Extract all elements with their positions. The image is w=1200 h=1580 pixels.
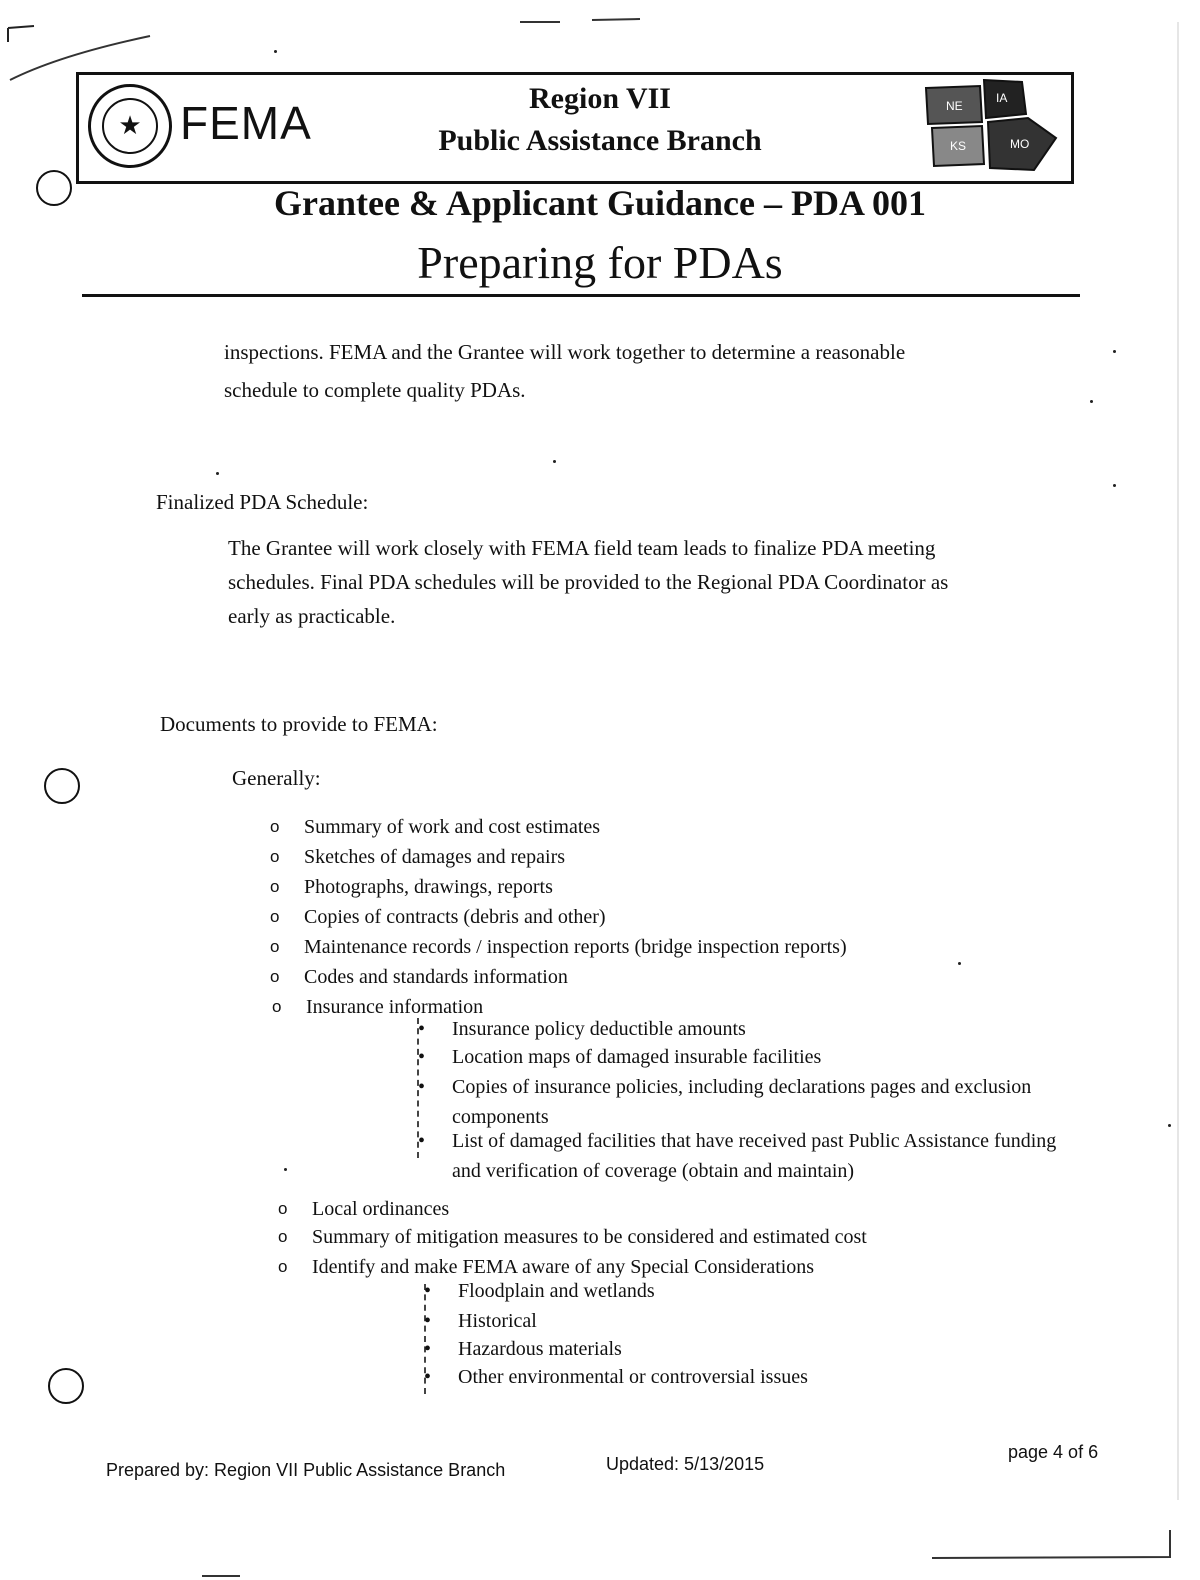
sub-list-item-text: Historical bbox=[458, 1310, 537, 1332]
list-item-text: Summary of work and cost estimates bbox=[304, 816, 601, 838]
footer-prepared-by: Prepared by: Region VII Public Assistance Branch bbox=[106, 1460, 506, 1480]
sub-list-item bbox=[418, 1042, 1078, 1072]
sub-list-item-text: Floodplain and wetlands bbox=[458, 1280, 655, 1302]
branch-title: Public Assistance Branch bbox=[438, 124, 762, 157]
open-bullet: o bbox=[272, 997, 282, 1016]
region-title: Region VII bbox=[529, 82, 671, 115]
map-label-mo: MO bbox=[1010, 137, 1030, 151]
list-item-text: Local ordinances bbox=[312, 1198, 450, 1220]
finalized-line-2: schedules. Final PDA schedules will be provided to the Regional PDA Coordinator as bbox=[228, 570, 949, 594]
bullet: • bbox=[418, 1076, 426, 1098]
map-label-ne: NE bbox=[946, 99, 963, 113]
document-subtitle: Preparing for PDAs bbox=[417, 237, 783, 288]
list-item-text: Maintenance records / inspection reports (bridge inspection reports) bbox=[304, 936, 847, 958]
bullet: • bbox=[418, 1018, 426, 1040]
eagle-icon: ★ bbox=[102, 98, 158, 154]
open-bullet: o bbox=[278, 1199, 288, 1218]
open-bullet: o bbox=[278, 1227, 288, 1246]
speck bbox=[1113, 484, 1116, 487]
list-item bbox=[270, 962, 1070, 992]
bullet: • bbox=[424, 1280, 432, 1302]
open-bullet: o bbox=[270, 847, 280, 866]
punch-hole-middle bbox=[44, 768, 80, 804]
sub-list-item-text: Hazardous materials bbox=[458, 1338, 622, 1360]
list-item-text: Insurance information bbox=[306, 996, 484, 1018]
open-bullet: o bbox=[270, 967, 280, 986]
list-item-text: Codes and standards information bbox=[304, 966, 568, 988]
list-item-text: Identify and make FEMA aware of any Special Considerations bbox=[312, 1256, 815, 1278]
open-bullet: o bbox=[270, 877, 280, 896]
speck bbox=[216, 472, 219, 475]
sub-list-item bbox=[424, 1334, 1084, 1364]
open-bullet: o bbox=[270, 937, 280, 956]
speck bbox=[284, 1168, 287, 1171]
finalized-line-1: The Grantee will work closely with FEMA field team leads to finalize PDA meeting bbox=[228, 536, 936, 560]
punch-hole-bottom bbox=[48, 1368, 84, 1404]
intro-line-1: inspections. FEMA and the Grantee will work together to determine a reasonable bbox=[224, 340, 906, 364]
list-item-text: Copies of contracts (debris and other) bbox=[304, 906, 606, 928]
open-bullet: o bbox=[278, 1257, 288, 1276]
sub-list-item-text: Other environmental or controversial issues bbox=[458, 1366, 808, 1388]
bullet: • bbox=[418, 1046, 426, 1068]
sub-list-item-text: List of damaged facilities that have received past Public Assistance funding and verification of coverage (obtain and maintain) bbox=[452, 1130, 1057, 1182]
intro-line-2: schedule to complete quality PDAs. bbox=[224, 378, 526, 402]
list-item bbox=[270, 932, 1070, 962]
speck bbox=[274, 50, 277, 53]
sub-list-item bbox=[424, 1276, 1084, 1306]
finalized-line-3: early as practicable. bbox=[228, 604, 396, 628]
speck bbox=[1168, 1124, 1171, 1127]
bullet: • bbox=[418, 1130, 426, 1152]
bullet: • bbox=[424, 1310, 432, 1332]
footer-updated: Updated: 5/13/2015 bbox=[606, 1454, 765, 1474]
sub-list-item bbox=[418, 1072, 1078, 1132]
list-item bbox=[278, 1222, 1078, 1252]
list-item bbox=[270, 842, 1070, 872]
list-item bbox=[270, 872, 1070, 902]
bullet: • bbox=[424, 1366, 432, 1388]
region-map-icon bbox=[922, 78, 1062, 176]
map-label-ks: KS bbox=[950, 139, 967, 153]
agency-name: FEMA bbox=[180, 97, 312, 149]
sub-list-item bbox=[424, 1362, 1084, 1392]
sub-list-item bbox=[418, 1126, 1078, 1186]
bullet: • bbox=[424, 1338, 432, 1360]
sub-list-item-text: Insurance policy deductible amounts bbox=[452, 1018, 746, 1040]
generally-subheading: Generally: bbox=[232, 766, 321, 790]
open-bullet: o bbox=[270, 817, 280, 836]
list-item bbox=[270, 902, 1070, 932]
documents-heading: Documents to provide to FEMA: bbox=[160, 712, 438, 736]
list-item-text: Summary of mitigation measures to be considered and estimated cost bbox=[312, 1226, 867, 1248]
footer-page-number: page 4 of 6 bbox=[1008, 1442, 1099, 1462]
open-bullet: o bbox=[270, 907, 280, 926]
speck bbox=[553, 460, 556, 463]
map-label-ia: IA bbox=[996, 91, 1008, 105]
finalized-heading: Finalized PDA Schedule: bbox=[156, 490, 369, 514]
list-item bbox=[278, 1194, 1078, 1224]
sub-list-item-text: Location maps of damaged insurable facilities bbox=[452, 1046, 822, 1068]
list-item-text: Sketches of damages and repairs bbox=[304, 846, 566, 868]
list-item bbox=[270, 812, 1070, 842]
speck bbox=[1090, 400, 1093, 403]
list-item-text: Photographs, drawings, reports bbox=[304, 876, 553, 898]
document-title: Grantee & Applicant Guidance – PDA 001 bbox=[273, 183, 926, 223]
sub-list-item bbox=[418, 1014, 1078, 1044]
dhs-seal-icon bbox=[88, 84, 172, 168]
sub-list-item-text: Copies of insurance policies, including declarations pages and exclusion components bbox=[452, 1076, 1032, 1128]
title-rule bbox=[82, 294, 1080, 297]
sub-list-item bbox=[424, 1306, 1084, 1336]
speck bbox=[1113, 350, 1116, 353]
punch-hole-top bbox=[36, 170, 72, 206]
